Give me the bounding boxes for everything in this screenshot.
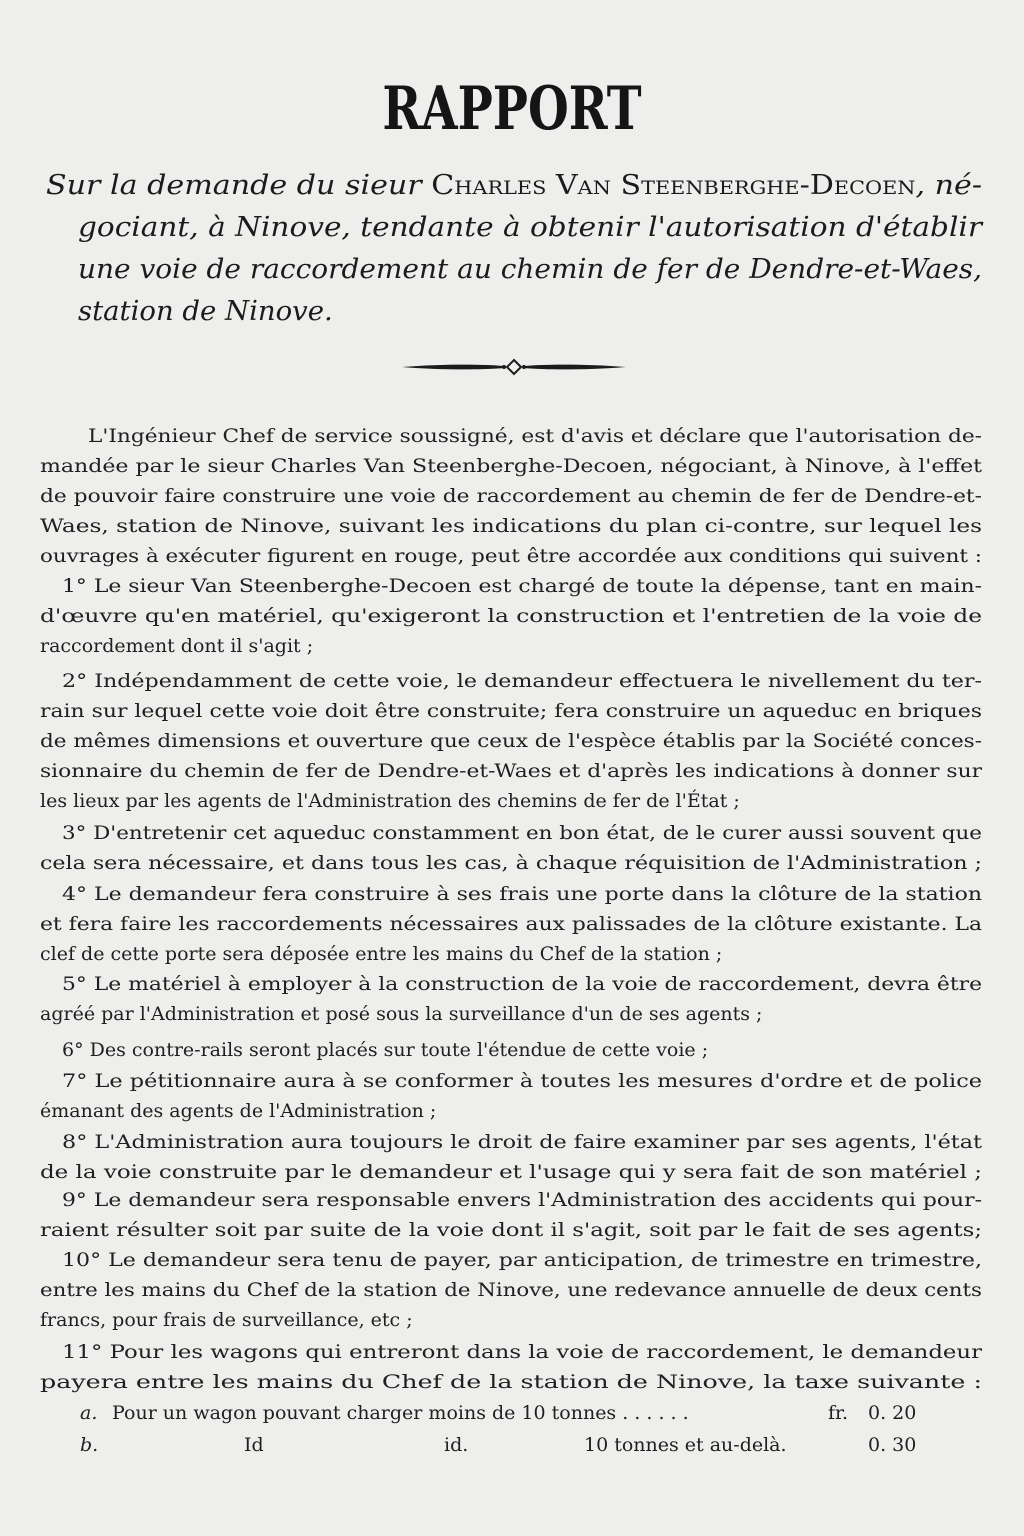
body-line: ouvrages à exécuter figurent en rouge, peut être accordée aux conditions qui suivent : xyxy=(40,545,983,567)
tariff-amount: 0. 20 xyxy=(868,1402,917,1424)
body-line: de la voie construite par le demandeur et l'usage qui y sera fait de son matériel ; xyxy=(40,1161,983,1183)
body-line: de pouvoir faire construire une voie de raccordement au chemin de fer de Dendre-et- xyxy=(40,485,982,507)
body-line: 1° Le sieur Van Steenberghe-Decoen est chargé de toute la dépense, tant en main- xyxy=(62,575,982,597)
body-line: francs, pour frais de surveillance, etc ; xyxy=(40,1309,413,1331)
page-title: RAPPORT xyxy=(382,74,642,144)
tariff-description: Pour un wagon pouvant charger moins de 10 tonnes . . . . . . xyxy=(112,1402,689,1424)
subtitle-text: Sur la demande du sieur xyxy=(46,169,432,201)
body-line: 9° Le demandeur sera responsable envers l'Administration des accidents qui pour- xyxy=(62,1189,982,1211)
body-line: 6° Des contre-rails seront placés sur toute l'étendue de cette voie ; xyxy=(62,1039,709,1061)
body-line: et fera faire les raccordements nécessaires aux palissades de la clôture existante. La xyxy=(40,913,983,935)
body-line: les lieux par les agents de l'Administration des chemins de fer de l'État ; xyxy=(40,790,740,812)
body-line: 10° Le demandeur sera tenu de payer, par anticipation, de trimestre en trimestre, xyxy=(62,1249,982,1271)
subtitle-text: , né- xyxy=(915,169,983,201)
tariff-letter: b. xyxy=(80,1434,99,1456)
body-line: 7° Le pétitionnaire aura à se conformer à toutes les mesures d'ordre et de police xyxy=(62,1070,983,1092)
body-line: raccordement dont il s'agit ; xyxy=(40,635,314,657)
tariff-ditto: Id xyxy=(244,1434,264,1456)
body-line: 4° Le demandeur fera construire à ses frais une porte dans la clôture de la station xyxy=(62,883,982,905)
subtitle-line: une voie de raccordement au chemin de fer de Dendre-et-Waes, xyxy=(78,253,983,285)
tariff-amount: 0. 30 xyxy=(868,1434,917,1456)
body-line: de mêmes dimensions et ouverture que ceux de l'espèce établis par la Société conces- xyxy=(40,730,982,752)
body-line: agréé par l'Administration et posé sous la surveillance d'un de ses agents ; xyxy=(40,1003,763,1025)
body-line: raient résulter soit par suite de la voie dont il s'agit, soit par le fait de ses agents; xyxy=(40,1219,982,1241)
body-line: mandée par le sieur Charles Van Steenberghe-Decoen, négociant, à Ninove, à l'effet xyxy=(40,455,982,477)
body-line: 2° Indépendamment de cette voie, le demandeur effectuera le nivellement du ter- xyxy=(62,670,982,692)
body-line: sionnaire du chemin de fer de Dendre-et-Waes et d'après les indications à donner sur xyxy=(40,760,982,782)
body-line: L'Ingénieur Chef de service soussigné, est d'avis et déclare que l'autorisation de- xyxy=(88,425,983,447)
body-line: 8° L'Administration aura toujours le droit de faire examiner par ses agents, l'état xyxy=(62,1131,983,1153)
subtitle-line xyxy=(46,164,982,206)
petitioner-name: Charles Van Steenberghe-Decoen xyxy=(431,169,916,201)
body-line: 5° Le matériel à employer à la construction de la voie de raccordement, devra être xyxy=(62,973,982,995)
body-line: payera entre les mains du Chef de la station de Ninove, la taxe suivante : xyxy=(40,1371,982,1393)
body-line: Waes, station de Ninove, suivant les indications du plan ci-contre, sur lequel les xyxy=(40,515,983,537)
ornamental-divider xyxy=(400,356,628,378)
body-line: entre les mains du Chef de la station de Ninove, une redevance annuelle de deux cents xyxy=(40,1279,982,1301)
tariff-unit: fr. xyxy=(828,1402,849,1424)
body-line: 11° Pour les wagons qui entreront dans la voie de raccordement, le demandeur xyxy=(62,1341,982,1363)
tariff-description: 10 tonnes et au-delà. xyxy=(584,1434,787,1456)
subtitle-line: gociant, à Ninove, tendante à obtenir l'autorisation d'établir xyxy=(78,211,982,243)
subtitle-line: station de Ninove. xyxy=(78,295,333,327)
tariff-ditto: id. xyxy=(444,1434,469,1456)
body-line: 3° D'entretenir cet aqueduc constamment en bon état, de le curer aussi souvent que xyxy=(62,822,983,844)
body-line: cela sera nécessaire, et dans tous les cas, à chaque réquisition de l'Administration ; xyxy=(40,852,982,874)
body-line: rain sur lequel cette voie doit être construite; fera construire un aqueduc en briques xyxy=(40,700,982,722)
body-line: émanant des agents de l'Administration ; xyxy=(40,1100,437,1122)
body-line: d'œuvre qu'en matériel, qu'exigeront la construction et l'entretien de la voie de xyxy=(40,605,982,627)
body-line: clef de cette porte sera déposée entre les mains du Chef de la station ; xyxy=(40,943,723,965)
tariff-letter: a. xyxy=(80,1402,98,1424)
